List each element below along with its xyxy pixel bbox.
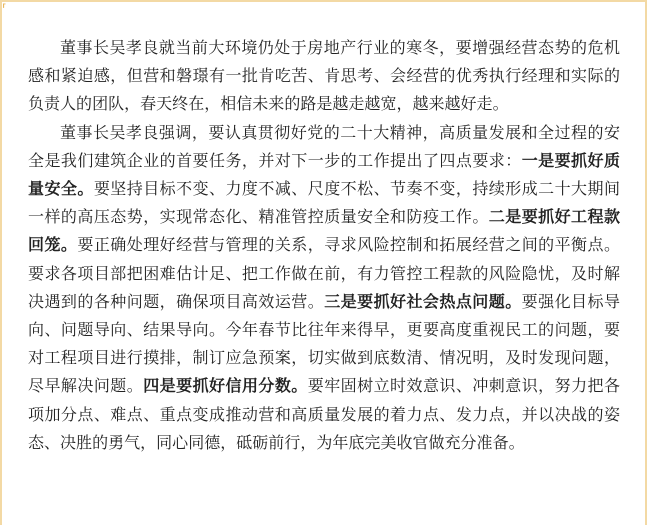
bracket-corner-icon: ⸢ (2, 2, 7, 16)
point-4-text: 要牢固树立时效意识、冲刺意识，努力把各项加分点、难点、重点变成推动营和高质量发展的着力点、发力点，并以决战的姿态、决胜的勇气，同心同德，砥砺前行，为年底完美收官做充分准备。 (28, 376, 620, 452)
article-body (28, 34, 620, 457)
paragraph-2 (28, 119, 620, 457)
point-2-text: 要正确处理好经营与管理的关系，寻求风险控制和拓展经营之间的平衡点。要求各项目部把困难估计足、把工作做在前，有力管控工程款的风险隐忧，及时解决遇到的各种问题，确保项目高效运营。 (28, 235, 620, 311)
point-4-title: 四是要抓好信用分数。 (143, 376, 308, 396)
point-1-title: 一是要抓好质量安全。 (28, 150, 620, 199)
point-1-text: 要坚持目标不变、力度不减、尺度不松、节奏不变，持续形成二十大期间一样的高压态势，实现常态化、精准管控质量安全和防疫工作。 (28, 179, 620, 227)
paragraph-1: 董事长吴孝良就当前大环境仍处于房地产行业的寒冬，要增强经营态势的危机感和紧迫感，但营和磐璟有一批肯吃苦、肯思考、会经营的优秀执行经理和实际的负责人的团队，春天终在，相信未来的路是越走越宽，越来越好走。 (28, 38, 620, 114)
point-3-text: 要强化目标导向、问题导向、结果导向。今年春节比往年来得早，更要高度重视民工的问题，要对工程项目进行摸排，制订应急预案，切实做到底数清、情况明，及时发现问题，尽早解决问题。 (28, 291, 620, 396)
paragraph-2-intro: 董事长吴孝良强调，要认真贯彻好党的二十大精神，高质量发展和全过程的安全是我们建筑企业的首要任务，并对下一步的工作提出了四点要求： (28, 122, 620, 170)
point-3-title: 三是要抓好社会热点问题。 (324, 291, 522, 311)
point-2-title: 二是要抓好工程款回笼。 (28, 207, 620, 255)
